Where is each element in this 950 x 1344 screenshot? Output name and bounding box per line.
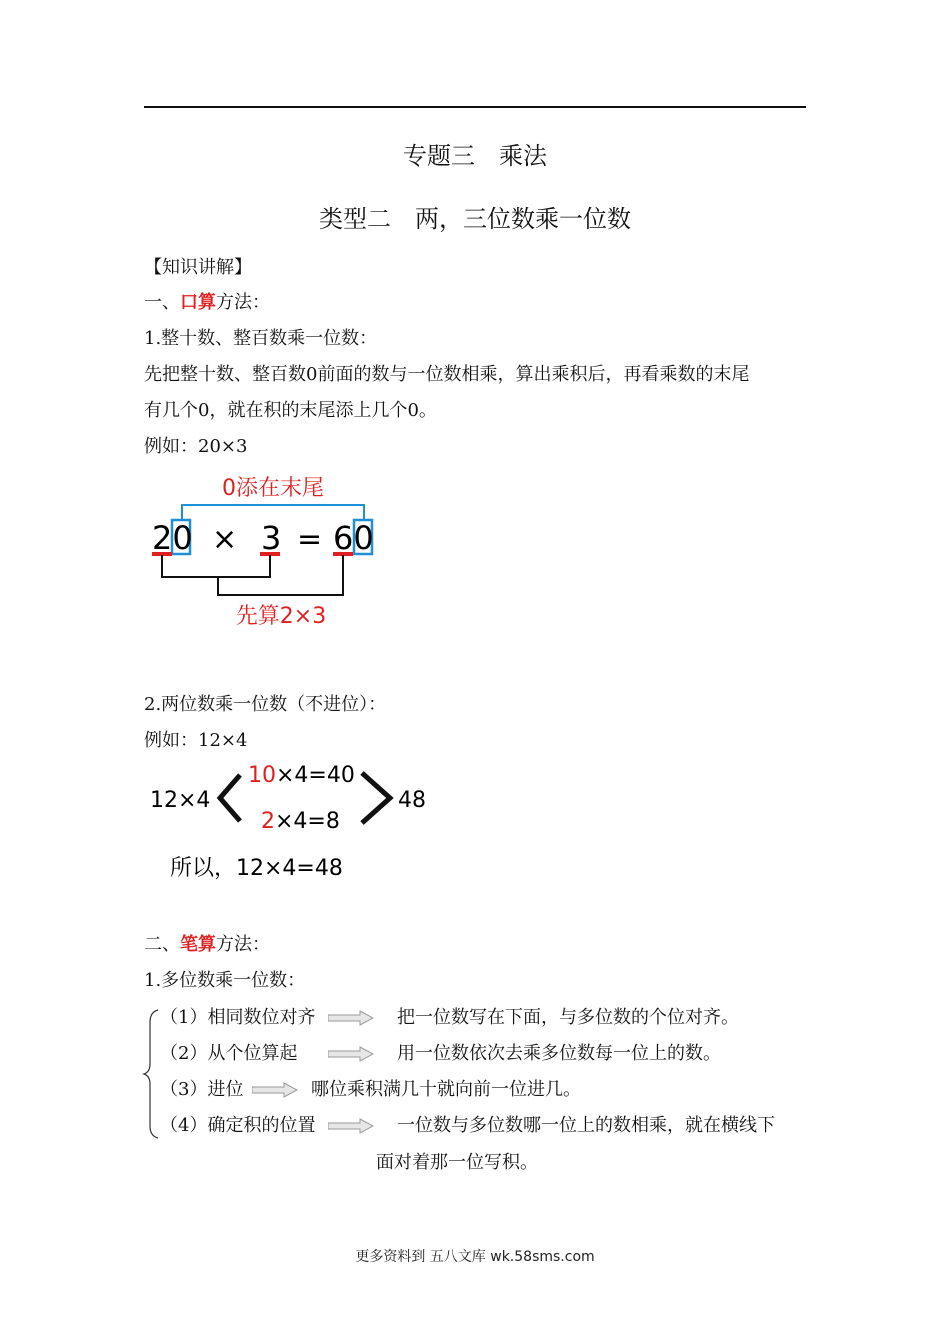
header-rule: [144, 106, 806, 108]
item2-example: 例如：12×4: [144, 730, 248, 751]
item1-title: 1.整十数、整百数乘一位数：: [144, 328, 378, 349]
diagram2-upper-expr: [248, 763, 355, 788]
diagram2-conclusion: 所以，12×4=48: [170, 856, 343, 881]
step-2-right: 用一位数依次去乘多位数每一位上的数。: [397, 1043, 721, 1064]
written-prefix: 二、: [144, 934, 180, 955]
step-3-arrow-icon: [252, 1082, 298, 1098]
step-1-arrow-icon: [328, 1010, 374, 1026]
step-2-left: （2）从个位算起: [160, 1043, 298, 1064]
diagram2-upper-rest: ×4=40: [276, 763, 355, 788]
step-3-left: （3）进位: [160, 1079, 244, 1100]
type-title: 类型二 两，三位数乘一位数: [319, 205, 631, 233]
diagram2-lower-rest: ×4=8: [275, 809, 340, 834]
item2-title: 2.两位数乘一位数（不进位）：: [144, 694, 387, 715]
diagram1-outer-bracket: [218, 555, 343, 595]
diagram2-result: 48: [398, 788, 426, 813]
diagram1-result: 60: [333, 519, 374, 557]
oral-suffix: 方法：: [216, 292, 270, 313]
item3-title: 1.多位数乘一位数：: [144, 970, 306, 991]
diagram2-left-expr: 12×4: [150, 788, 211, 813]
step-4-right-cont: 面对着那一位写积。: [376, 1152, 538, 1173]
oral-prefix: 一、: [144, 292, 180, 313]
step-1-left: （1）相同数位对齐: [160, 1007, 316, 1028]
step-1-right: 把一位数写在下面，与多位数的个位对齐。: [397, 1007, 739, 1028]
diagram1-mid-num: 3: [261, 519, 282, 557]
oral-heading: [144, 291, 270, 315]
written-keyword: 笔算: [180, 934, 216, 955]
item1-line1: 先把整十数、整百数0前面的数与一位数相乘，算出乘积后，再看乘数的末尾: [144, 364, 750, 385]
diagram2-left-chevron: [220, 775, 240, 821]
diagram1-equals: =: [297, 522, 323, 557]
diagram-12x4: [140, 755, 440, 890]
written-heading: [144, 933, 270, 957]
step-3-right: 哪位乘积满几十就向前一位进几。: [311, 1079, 581, 1100]
diagram2-right-chevron: [362, 773, 390, 823]
written-suffix: 方法：: [216, 934, 270, 955]
topic-title: 专题三 乘法: [403, 142, 547, 170]
steps-brace: [142, 1008, 162, 1140]
step-4-left: （4）确定积的位置: [160, 1115, 316, 1136]
knowledge-label: 【知识讲解】: [144, 257, 252, 278]
diagram1-times: ×: [212, 522, 238, 557]
footer-link[interactable]: 更多资料到 五八文库 wk.58sms.com: [355, 1249, 595, 1265]
diagram-20x3: [140, 465, 400, 635]
diagram1-bottom-label: 先算2×3: [235, 604, 327, 629]
diagram2-lower-expr: [261, 809, 340, 834]
oral-keyword: 口算: [180, 292, 216, 313]
item1-line2: 有几个0，就在积的末尾添上几个0。: [144, 400, 437, 421]
diagram1-inner-bracket: [162, 555, 270, 577]
diagram2-upper-red: 10: [248, 763, 276, 788]
item1-example: 例如：20×3: [144, 436, 248, 457]
diagram1-left-num: 20: [152, 519, 193, 557]
step-4-arrow-icon: [328, 1118, 374, 1134]
step-4-right: 一位数与多位数哪一位上的数相乘，就在横线下: [397, 1115, 775, 1136]
diagram1-top-label: 0添在末尾: [222, 476, 324, 501]
step-2-arrow-icon: [328, 1046, 374, 1062]
diagram2-lower-red: 2: [261, 809, 275, 834]
